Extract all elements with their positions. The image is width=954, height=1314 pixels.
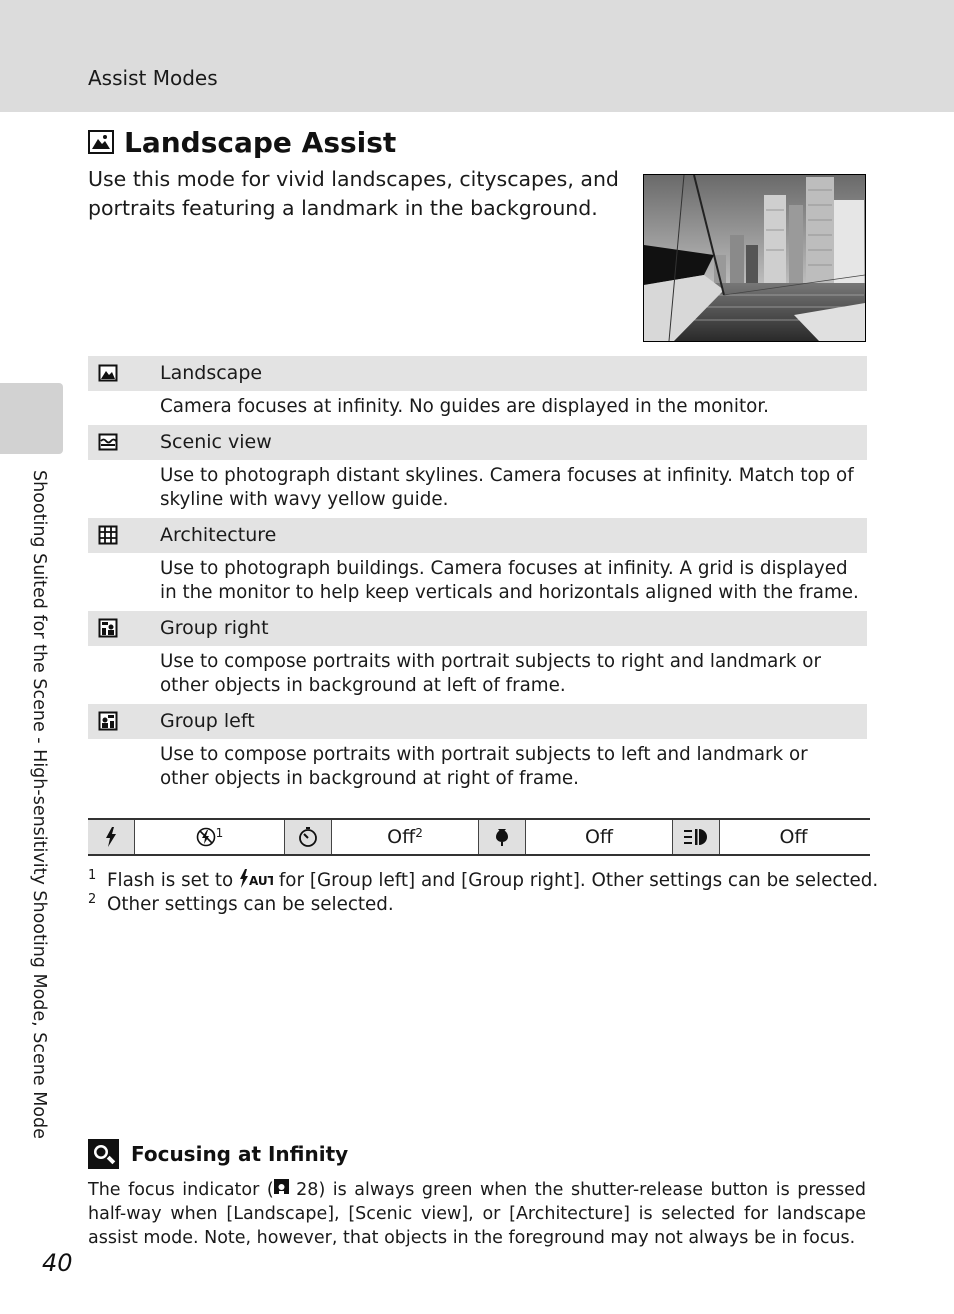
note-body-after: 28) is always green when the shutter-release button is pressed half-way when [Landscape], [Scenic view], or [Architecture] is selected for landscape assist mode. Note, however, that objects in the foreground may not always be in focus. [88, 1180, 866, 1248]
mode-header [88, 611, 867, 646]
note-body [88, 1178, 866, 1250]
mode-title: Group left [160, 710, 255, 732]
mode-item-group-left [88, 704, 867, 797]
flash-icon [88, 820, 135, 854]
side-tab [0, 383, 63, 454]
footnote-mark: 2 [88, 892, 97, 907]
note-magnifier-icon [88, 1139, 119, 1169]
mode-title: Architecture [160, 524, 277, 546]
mode-item-scenic-view [88, 425, 867, 518]
header-band [0, 0, 954, 112]
mode-item-group-right [88, 611, 867, 704]
mode-list [88, 356, 867, 797]
page-number: 40 [42, 1249, 73, 1277]
footnote-text [107, 869, 878, 893]
footnote-2 [88, 893, 394, 917]
flash-setting [135, 820, 285, 854]
mode-item-landscape [88, 356, 867, 425]
section-label: Assist Modes [88, 66, 218, 90]
page-title-text: Landscape Assist [124, 125, 397, 159]
landscape-mode-icon [88, 130, 114, 154]
side-tab-text: Shooting Suited for the Scene - High-sensitivity Shooting Mode, Scene Mode [29, 470, 49, 1139]
mode-header [88, 356, 867, 391]
settings-table [88, 818, 870, 856]
mode-header [88, 425, 867, 460]
exposure-setting [720, 820, 867, 854]
group-left-icon [98, 711, 118, 731]
footnote-text-before: Flash is set to [107, 870, 240, 891]
mode-description: Use to photograph distant skylines. Camera focuses at infinity. Match top of skyline with wavy yellow guide. [160, 465, 854, 510]
note-title: Focusing at Infinity [131, 1142, 349, 1166]
footnote-text: Other settings can be selected. [107, 894, 394, 915]
architecture-icon [98, 525, 118, 545]
note-body-before: The focus indicator ( [88, 1180, 274, 1200]
group-right-icon [98, 618, 118, 638]
flash-auto-icon [239, 869, 273, 889]
flash-footnote-mark: 1 [215, 826, 224, 840]
footnote-text-after: for [Group left] and [Group right]. Other settings can be selected. [273, 870, 879, 891]
flash-off-icon [196, 827, 216, 847]
self-timer-footnote-mark: 2 [415, 826, 423, 840]
mode-header [88, 518, 867, 553]
exposure-compensation-icon [673, 820, 720, 854]
mode-title: Group right [160, 617, 269, 639]
exposure-value: Off [779, 826, 808, 848]
page-reference-icon [274, 1179, 289, 1194]
mode-description: Camera focuses at infinity. No guides are displayed in the monitor. [160, 396, 769, 417]
footnote-1 [88, 869, 878, 893]
mode-description: Use to photograph buildings. Camera focuses at infinity. A grid is displayed in the monitor to help keep verticals and horizontals aligned with the frame. [160, 558, 859, 603]
mode-header [88, 704, 867, 739]
page-title [88, 122, 396, 162]
self-timer-value: Off [387, 826, 416, 848]
footnote-mark: 1 [88, 868, 97, 883]
landscape-icon [98, 363, 118, 383]
svg-text:AUTO: AUT [249, 874, 274, 888]
mode-title: Scenic view [160, 431, 272, 453]
self-timer-icon [285, 820, 332, 854]
landscape-photo [643, 174, 866, 342]
scenic-view-icon [98, 432, 118, 452]
mode-description: Use to compose portraits with portrait subjects to left and landmark or other objects in background at right of frame. [160, 744, 808, 789]
mode-title: Landscape [160, 362, 263, 384]
macro-icon [479, 820, 526, 854]
intro-text: Use this mode for vivid landscapes, cityscapes, and portraits featuring a landmark in the background. [88, 167, 619, 220]
macro-setting [526, 820, 673, 854]
mode-description: Use to compose portraits with portrait subjects to right and landmark or other objects in background at left of frame. [160, 651, 821, 696]
mode-item-architecture [88, 518, 867, 611]
note-header [88, 1139, 348, 1169]
self-timer-setting [332, 820, 479, 854]
macro-value: Off [584, 826, 614, 848]
